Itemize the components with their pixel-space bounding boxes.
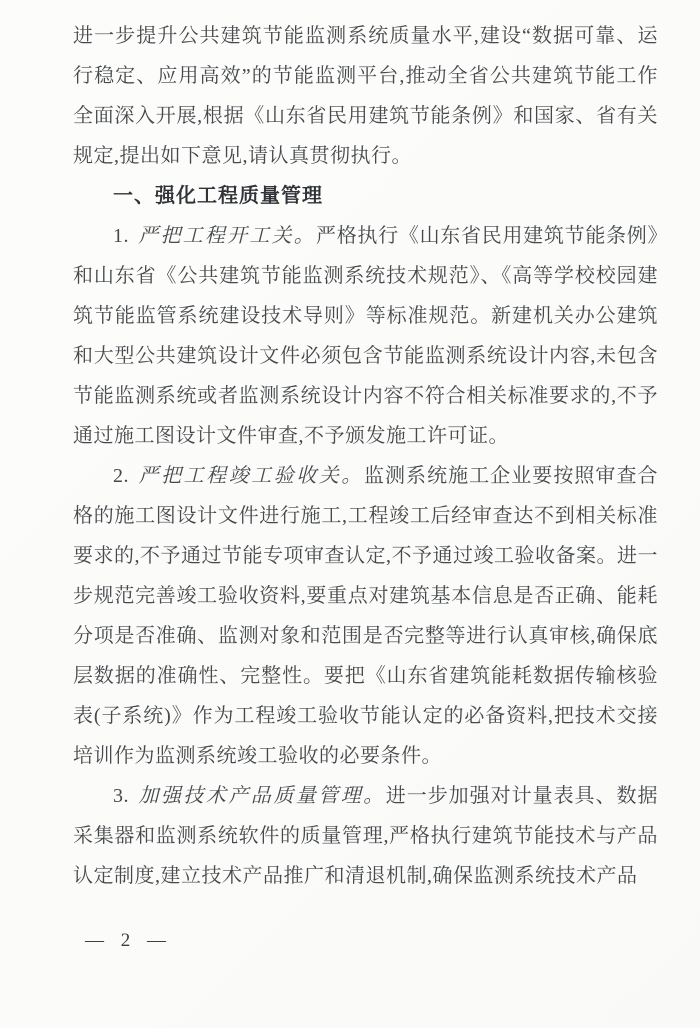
intro-paragraph: 进一步提升公共建筑节能监测系统质量水平,建设“数据可靠、运行稳定、应用高效”的节能监测平台,推动全省公共建筑节能工作全面深入开展,根据《山东省民用建筑节能条例》和国家、省有关规定,提出如下意见,请认真贯彻执行。 <box>73 25 658 167</box>
item-number: 3. <box>113 785 129 807</box>
numbered-paragraph-1 <box>73 216 658 456</box>
item-number: 1. <box>113 225 129 247</box>
item-number: 2. <box>113 465 129 487</box>
page-number: — 2 — <box>85 930 172 951</box>
section-heading: 一、强化工程质量管理 <box>113 185 323 207</box>
item-lead: 加强技术产品质量管理。 <box>138 785 386 807</box>
item-lead: 严把工程竣工验收关。 <box>138 465 364 487</box>
item-body: 监测系统施工企业要按照审查合格的施工图设计文件进行施工,工程竣工后经审查达不到相关标准要求的,不予通过节能专项审查认定,不予通过竣工验收备案。进一步规范完善竣工验收资料,要重点对建筑基本信息是否正确、能耗分项是否准确、监测对象和范围是否完整等进行认真审核,确保底层数据的准确性、完整性。要把《山东省建筑能耗数据传输核验表(子系统)》作为工程竣工验收节能认定的必备资料,把技术交接培训作为监测系统竣工验收的必要条件。 <box>73 465 659 767</box>
item-body: 进一步加强对计量表具、数据采集器和监测系统软件的质量管理,严格执行建筑节能技术与产品认定制度,建立技术产品推广和清退机制,确保监测系统技术产品 <box>73 785 658 887</box>
item-lead: 严把工程开工关。 <box>138 225 316 247</box>
item-body: 严格执行《山东省民用建筑节能条例》和山东省《公共建筑节能监测系统技术规范》、《高等学校校园建筑节能监管系统建设技术导则》等标准规范。新建机关办公建筑和大型公共建筑设计文件必须包含节能监测系统设计内容,未包含节能监测系统或者监测系统设计内容不符合相关标准要求的,不予通过施工图设计文件审查,不予颁发施工许可证。 <box>73 225 659 447</box>
numbered-paragraph-2 <box>73 456 658 776</box>
numbered-paragraph-3 <box>73 776 658 896</box>
